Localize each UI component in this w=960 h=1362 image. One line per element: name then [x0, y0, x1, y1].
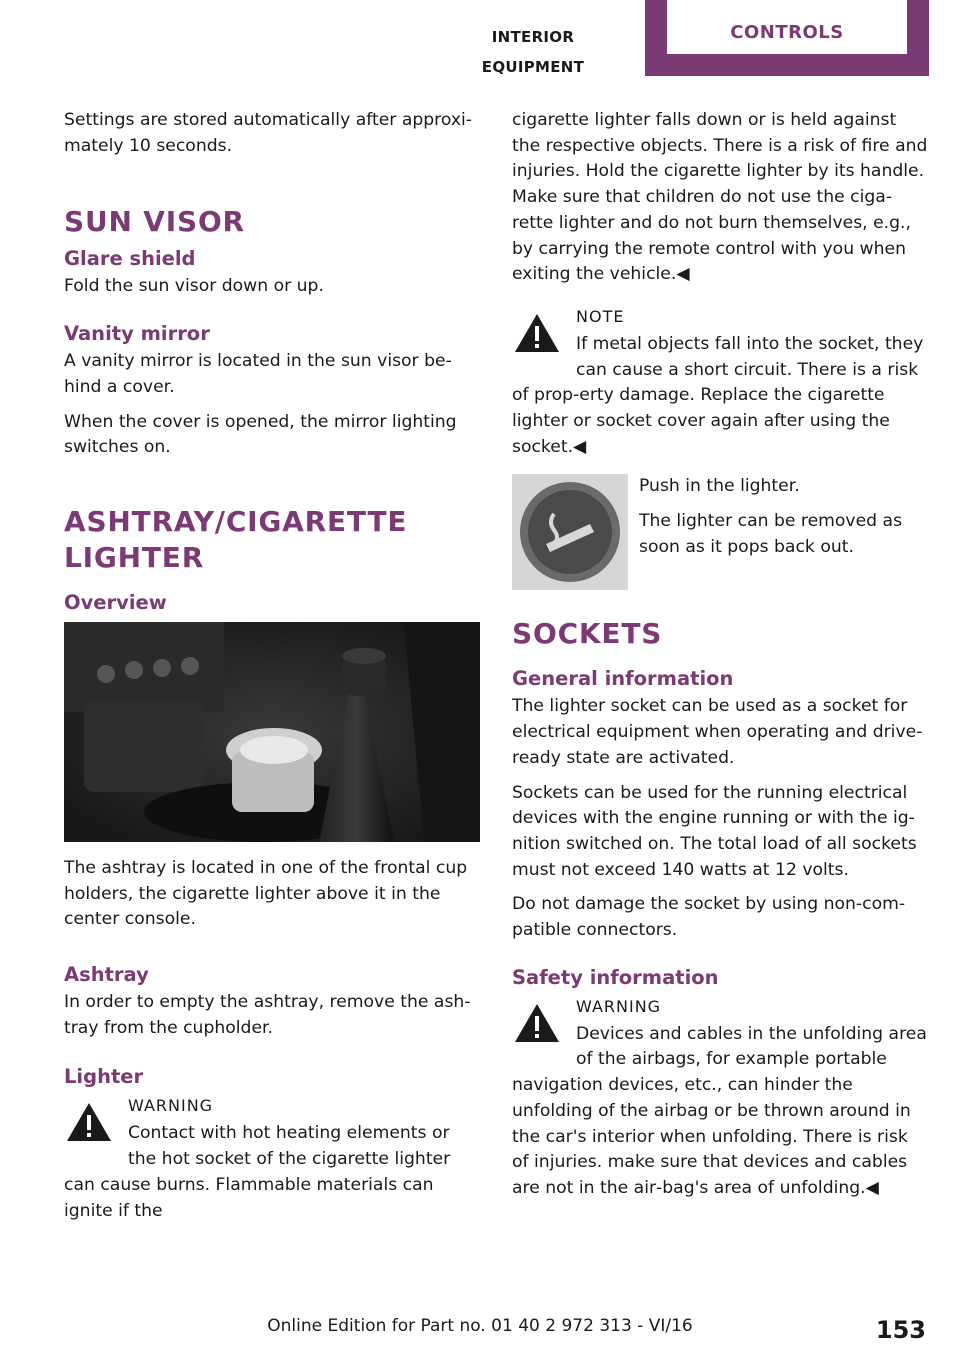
glare-shield-heading: Glare shield: [64, 247, 196, 271]
overview-heading: Overview: [64, 590, 167, 614]
ashtray-heading: Ashtray: [64, 963, 149, 987]
warning-label: WARNING: [128, 1096, 214, 1116]
warning-icon: [64, 1100, 114, 1144]
header-section-title: INTERIOR EQUIPMENT: [481, 28, 585, 76]
vanity-mirror-heading: Vanity mirror: [64, 322, 210, 346]
general-info-text-1: The lighter socket can be used as a socket for electrical equipment when operating and drive-ready state are activated.: [512, 696, 923, 768]
lighter-warning-text: Contact with hot heating elements or the hot socket of the cigarette lighter can cause burns. Flammable materials can ignite if the: [64, 1123, 451, 1221]
note-block: [512, 307, 928, 461]
general-info-text-2: Sockets can be used for the running electrical devices with the engine running or with the ig‐nition switched on. The total load of all sockets must not exceed 140 watts at 12 volts.: [512, 782, 917, 880]
glare-shield-text: Fold the sun visor down or up.: [64, 276, 324, 297]
lighter-heading: Lighter: [64, 1065, 144, 1089]
vanity-mirror-text-1: A vanity mirror is located in the sun visor be‐hind a cover.: [64, 351, 452, 397]
safety-warning-text: Devices and cables in the unfolding area of the airbags, for example portable navigation devices, etc., can hinder the unfolding of the airbag or be thrown around in the car's interior when unfolding. There is risk of injuries. make sure that devices and cables are not in the air‐bag's area of unfolding.◀: [512, 1023, 927, 1198]
overview-text: The ashtray is located in one of the frontal cup holders, the cigarette lighter above it in the center console.: [64, 857, 468, 930]
lighter-text-1: Push in the lighter.: [639, 476, 800, 497]
left-column: [64, 108, 480, 1233]
cigarette-lighter-icon: [512, 474, 628, 590]
sun-visor-heading: SUN VISOR: [64, 205, 245, 239]
lighter-warning-block: [64, 1096, 480, 1224]
safety-warning-block: [512, 997, 928, 1202]
intro-text: Settings are stored automatically after approxi‐mately 10 seconds.: [64, 110, 473, 156]
safety-info-heading: Safety information: [512, 965, 719, 989]
header-tab-label: CONTROLS: [667, 0, 907, 54]
lighter-warning-continued: cigarette lighter falls down or is held against the respective objects. There is a risk of fire and injuries. Hold the cigarette lighter by its handle. Make sure that children do not use the ciga‐rette lighter and do not burn themselves, e.g., by carrying the remote control with you when exiting the vehicle.◀: [512, 110, 928, 285]
page-number: 153: [875, 1316, 926, 1344]
right-column: [512, 108, 928, 1211]
lighter-instruction: [512, 474, 928, 596]
warning-icon: [512, 311, 562, 355]
ashtray-lighter-heading: ASHTRAY/CIGARETTE LIGHTER: [64, 504, 408, 574]
ashtray-text: In order to empty the ashtray, remove the ash‐tray from the cupholder.: [64, 992, 471, 1038]
warning-icon: [512, 1001, 562, 1045]
header-tab: [645, 0, 929, 76]
general-info-text-3: Do not damage the socket by using non-com‐patible connectors.: [512, 894, 906, 941]
warning-label: WARNING: [576, 996, 662, 1016]
ashtray-photo: [64, 622, 480, 842]
lighter-text-2: The lighter can be removed as soon as it pops back out.: [639, 511, 903, 557]
sockets-heading: SOCKETS: [512, 617, 663, 651]
note-label: NOTE: [576, 306, 625, 326]
vanity-mirror-text-2: When the cover is opened, the mirror lighting switches on.: [64, 411, 457, 458]
note-text: If metal objects fall into the socket, they can cause a short circuit. There is a risk of prop‐erty damage. Replace the cigarette lighter or socket cover again after using the socket.◀: [512, 333, 924, 457]
footer-edition: Online Edition for Part no. 01 40 2 972 313 - VI/16: [267, 1316, 693, 1336]
general-info-heading: General information: [512, 667, 734, 691]
